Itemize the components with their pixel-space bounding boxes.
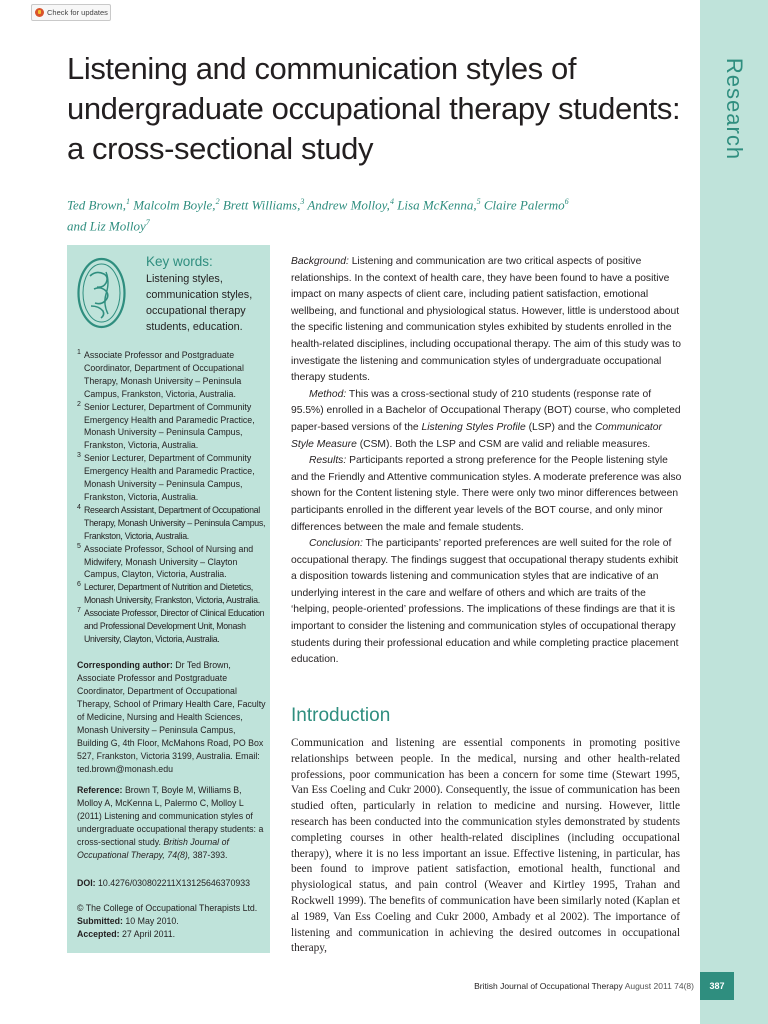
author-name: Andrew Molloy, xyxy=(307,197,390,213)
affiliation-item xyxy=(77,452,267,504)
author-name: Lisa McKenna, xyxy=(397,197,477,213)
author-affiliation-number: 4 xyxy=(389,197,394,206)
reference-journal: British Journal of Occupational Therapy, 74(8), xyxy=(77,837,229,860)
accepted-date xyxy=(77,928,267,941)
conclusion-text: The participants’ reported preferences are well suited for the role of occupational therapy. The findings suggest that occupational therapy students exhibit a disposition towards listening and communication styles that are indicative of an underlying interest in the care and welfare of others and which are traits of the ‘helping, people-oriented’ professions. The implications of these findings are that it is important to consider the listening and communication styles of occupational therapy students during their professional education and while completing practice placement education. xyxy=(291,538,679,666)
check-for-updates-button[interactable] xyxy=(31,4,111,21)
background-label: Background: xyxy=(291,256,349,267)
method-instrument-lsp: Listening Styles Profile xyxy=(421,421,526,433)
footer-issue: August 2011 74(8) xyxy=(624,981,694,991)
results-label: Results: xyxy=(309,455,347,467)
abstract-background xyxy=(291,254,683,387)
affiliation-text: Lecturer, Department of Nutrition and Dietetics, Monash University, Frankston, Victoria, Australia. xyxy=(84,582,260,606)
journal-logo-icon xyxy=(76,256,127,330)
reference-pages: 387-393. xyxy=(192,850,228,860)
doi-line xyxy=(77,877,267,890)
accepted-value: 27 April 2011. xyxy=(121,929,176,939)
affiliation-item xyxy=(77,349,267,401)
affiliation-text: Associate Professor, Director of Clinical Education and Professional Development Unit, Monash University, Clayton, Victoria, Australia. xyxy=(84,608,265,644)
keywords-heading: Key words: xyxy=(146,254,213,269)
author-list xyxy=(67,193,667,236)
abstract-method xyxy=(291,387,683,453)
affiliation-text: Senior Lecturer, Department of Community Emergency Health and Paramedic Practice, Monash University – Peninsula Campus, Frankston, Victoria, Australia. xyxy=(84,453,255,502)
doi-value[interactable]: 10.4276/030802211X13125646370933 xyxy=(98,878,251,888)
author-affiliation-number: 1 xyxy=(126,197,130,206)
affiliation-item xyxy=(77,581,267,607)
affiliation-text: Senior Lecturer, Department of Community Emergency Health and Paramedic Practice, Monash University – Peninsula Campus, Frankston, Victoria, Australia. xyxy=(84,401,255,451)
affiliation-number: 2 xyxy=(77,400,81,408)
author-name: Ted Brown, xyxy=(67,197,126,213)
introduction-heading: Introduction xyxy=(291,705,391,726)
affiliation-number: 7 xyxy=(77,607,81,615)
article-title: Listening and communication styles of undergraduate occupational therapy students: a cross-sectional study xyxy=(67,51,681,166)
method-text: (CSM). Both the LSP and CSM are valid and reliable measures. xyxy=(359,438,651,450)
author-affiliation-number: 5 xyxy=(476,197,481,206)
background-text: Listening and communication are two critical aspects of positive relationships. In the context of health care, they have been found to have a positive impact on many aspects of client care, including patient satisfaction, emotional wellbeing, and functional and physiological status. However, little is understood about the specific listening and communication styles exhibited by students enrolled in the health-related disciplines, including occupational therapy. The aim of this study was to investigate the listening and communication styles of undergraduate occupational therapy students. xyxy=(291,256,681,384)
copyright-notice: © The College of Occupational Therapists Ltd. xyxy=(77,903,258,913)
abstract-conclusion xyxy=(291,536,683,669)
page-footer xyxy=(474,981,694,991)
submitted-label: Submitted: xyxy=(77,916,123,926)
section-label-text: Research xyxy=(722,57,747,161)
doi-label: DOI: xyxy=(77,878,96,888)
method-instrument-csm: Communicator Style Measure xyxy=(291,421,662,450)
citation-reference xyxy=(77,784,267,862)
conclusion-label: Conclusion: xyxy=(309,538,363,550)
affiliation-number: 1 xyxy=(77,349,81,356)
corresponding-author-text: Dr Ted Brown, Associate Professor and Postgraduate Coordinator, Department of Occupational Therapy, School of Primary Health Care, Faculty of Medicine, Nursing and Health Sciences, Monash University – Peninsula Campus, Building G, 4th Floor, McMahons Road, PO Box 527, Frankston, Victoria 3199, Australia. Email: ted.brown@monash.edu xyxy=(77,660,266,774)
author-name: and Liz Molloy xyxy=(67,218,146,234)
affiliation-item xyxy=(77,401,267,453)
affiliation-item xyxy=(77,504,267,543)
reference-text: Brown T, Boyle M, Williams B, Molloy A, McKenna L, Palermo C, Molloy L (2011) Listening and communication styles of undergraduate occupational therapy students: a cross-sectional study. xyxy=(77,785,264,847)
abstract-results xyxy=(291,453,683,536)
author-affiliation-number: 2 xyxy=(215,197,220,206)
affiliation-text: Associate Professor and Postgraduate Coordinator, Department of Occupational Therapy, Monash University – Peninsula Campus, Frankston, Victoria, Australia. xyxy=(84,350,244,399)
update-icon xyxy=(35,8,44,17)
page-number: 387 xyxy=(700,972,734,1000)
affiliation-text: Research Assistant, Department of Occupational Therapy, Monash University – Peninsula Campus, Frankston, Victoria, Australia. xyxy=(84,504,266,541)
publication-dates xyxy=(77,902,267,941)
keywords-text: Listening styles, communication styles, occupational therapy students, education. xyxy=(146,273,253,333)
method-text: This was a cross-sectional study of 210 students (response rate of 95.5%) enrolled in a Bachelor of Occupational Therapy (BOT) course, who completed paper-based versions of the xyxy=(291,388,681,433)
reference-label: Reference: xyxy=(77,785,123,795)
article-info-sidebar xyxy=(67,245,270,953)
footer-journal-name: British Journal of Occupational Therapy xyxy=(474,981,623,991)
corresponding-author xyxy=(77,659,267,776)
affiliation-number: 5 xyxy=(77,542,81,550)
corresponding-author-label: Corresponding author: xyxy=(77,660,173,670)
accepted-label: Accepted: xyxy=(77,929,120,939)
results-text: Participants reported a strong preference for the People listening style and the Friendly and Attentive communication styles. A moderate preference was also shown for the Content listening style. There were only two minor differences between participants enrolled in the different year levels of the BOT course, and only minor differences between the male and female students. xyxy=(291,455,682,533)
author-name: Brett Williams, xyxy=(222,197,301,213)
introduction-text: Communication and listening are essential components in promoting positive relationships between people. In the medical, nursing and other health-related professions, poor communication has been a concern for some time (Stewart 1995, Van Ess Coeling and Cukr 2000). Consequently, the issue of communication has been studied often, particularly in relation to medicine and nursing. However, little research has been conducted into the communication styles demonstrated by students completing courses in other health-related disciplines (including occupational therapy), where it is no less important an issue. Effective listening, in particular, has been found to improve patient satisfaction, emotional health, functional and physiological status, and pain control (Weaver and Kirtley 1995, Trahan and Rockwell 1999). The benefits of communication have been similarly noted (Kaplan et al 1989, Van Ess Coeling and Cukr 2000, Ambady et al 2002). The importance of listening and communication in achieving the desired outcomes in occupational therapy, xyxy=(291,737,680,955)
affiliation-item xyxy=(77,607,267,646)
author-name: Malcolm Boyle, xyxy=(133,197,216,213)
affiliation-item xyxy=(77,543,267,582)
method-text: (LSP) and the xyxy=(528,421,593,433)
affiliation-number: 4 xyxy=(77,503,81,511)
method-label: Method: xyxy=(309,388,347,400)
affiliation-text: Associate Professor, School of Nursing and Midwifery, Monash University – Clayton Campus, Clayton, Victoria, Australia. xyxy=(84,543,254,580)
author-affiliation-number: 6 xyxy=(564,197,569,206)
author-name: Claire Palermo xyxy=(483,197,565,213)
author-affiliation-number: 3 xyxy=(300,197,305,206)
submitted-value: 10 May 2010. xyxy=(125,916,179,926)
abstract xyxy=(291,254,683,669)
affiliation-number: 3 xyxy=(77,452,81,460)
affiliations-list xyxy=(77,349,267,646)
affiliation-number: 6 xyxy=(77,581,81,589)
author-affiliation-number: 7 xyxy=(145,218,150,228)
check-for-updates-label: Check for updates xyxy=(47,8,108,17)
section-label xyxy=(708,44,760,174)
submitted-date xyxy=(77,915,267,928)
